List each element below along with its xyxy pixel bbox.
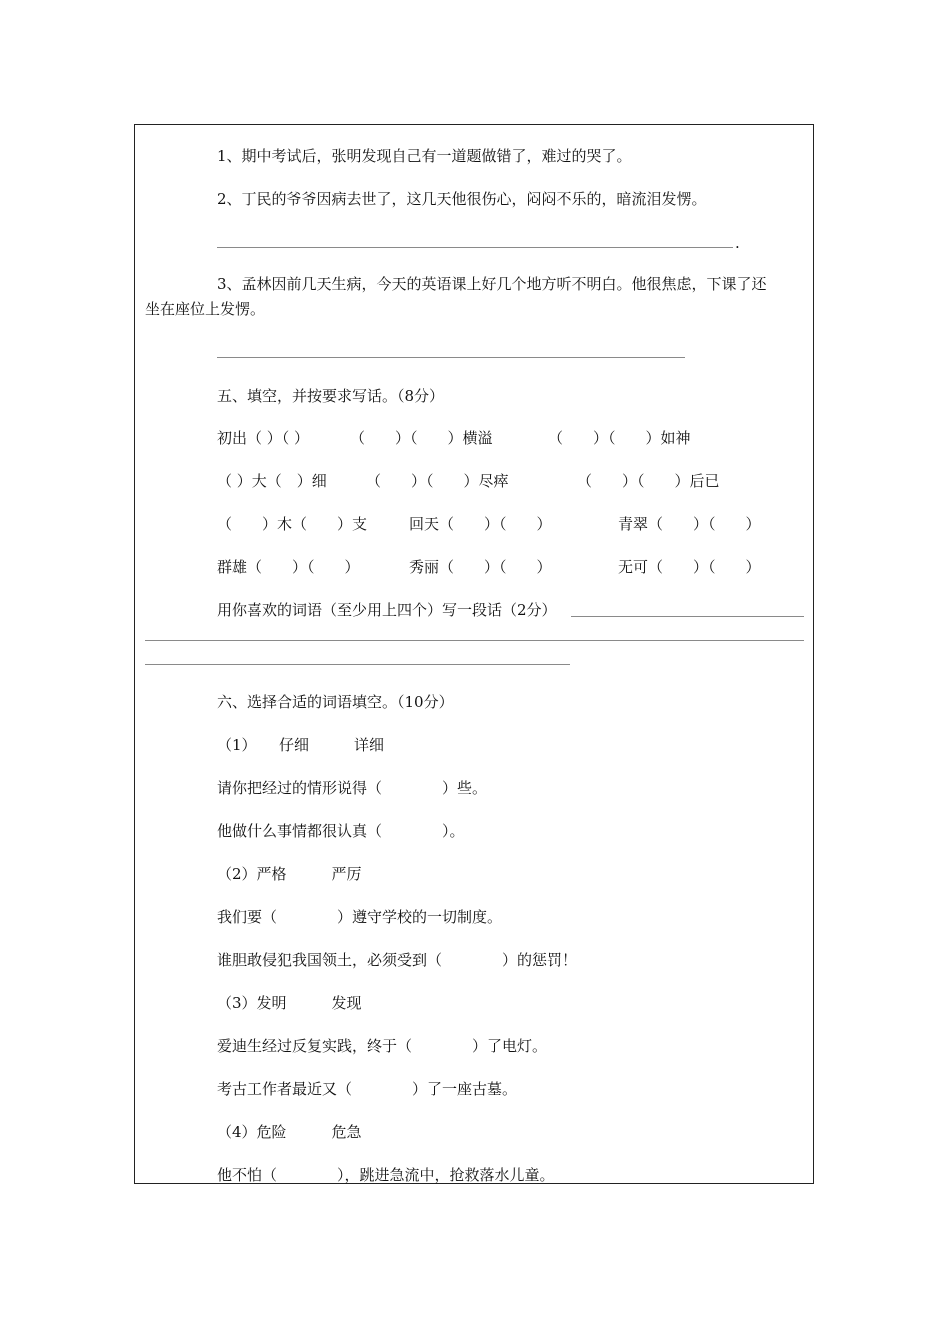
- word-choice-3: （3）发明 发现: [217, 994, 362, 1012]
- section-6-heading: 六、选择合适的词语填空。（10分）: [217, 693, 454, 711]
- answer-line-3[interactable]: [217, 357, 685, 358]
- writing-prompt: 用你喜欢的词语（至少用上四个）写一段话（2分）: [217, 601, 557, 619]
- fill-sentence[interactable]: 谁胆敢侵犯我国领土，必须受到（ ）的惩罚！: [217, 951, 578, 969]
- idiom-blank[interactable]: 初出（ ）（ ）: [217, 429, 310, 447]
- answer-line-2[interactable]: [217, 247, 733, 248]
- idiom-blank[interactable]: （ ）（ ）尽瘁: [366, 472, 509, 490]
- fill-sentence[interactable]: 他做什么事情都很认真（ ）。: [217, 822, 465, 840]
- writing-line-1[interactable]: [571, 616, 804, 617]
- fill-sentence[interactable]: 我们要（ ）遵守学校的一切制度。: [217, 908, 503, 926]
- idiom-blank[interactable]: 回天（ ）（ ）: [409, 515, 552, 533]
- writing-line-2[interactable]: [145, 640, 804, 641]
- idiom-blank[interactable]: 秀丽（ ）（ ）: [409, 558, 552, 576]
- fill-sentence[interactable]: 他不怕（ ），跳进急流中，抢救落水儿童。: [217, 1166, 555, 1184]
- fill-sentence[interactable]: 爱迪生经过反复实践，终于（ ）了电灯。: [217, 1037, 548, 1055]
- sentence-2-period: .: [735, 234, 740, 252]
- word-choice-1: （1） 仔细 详细: [217, 736, 385, 754]
- idiom-blank[interactable]: 青翠（ ）（ ）: [618, 515, 761, 533]
- word-choice-4: （4）危险 危急: [217, 1123, 362, 1141]
- idiom-blank[interactable]: 无可（ ）（ ）: [618, 558, 761, 576]
- sentence-3-line1: 3、孟林因前几天生病，今天的英语课上好几个地方听不明白。他很焦虑，下课了还: [217, 275, 767, 293]
- writing-line-3[interactable]: [145, 664, 570, 665]
- sentence-2: 2、丁民的爷爷因病去世了，这几天他很伤心，闷闷不乐的，暗流泪发愣。: [217, 190, 707, 208]
- idiom-blank[interactable]: （ ）大（ ）细: [217, 472, 327, 490]
- word-choice-2: （2）严格 严厉: [217, 865, 362, 883]
- idiom-blank[interactable]: （ ）木（ ）支: [217, 515, 368, 533]
- idiom-blank[interactable]: （ ）（ ）横溢: [350, 429, 493, 447]
- sentence-3-line2: 坐在座位上发愣。: [145, 300, 266, 318]
- sentence-1: 1、期中考试后，张明发现自己有一道题做错了，难过的哭了。: [217, 147, 632, 165]
- idiom-blank[interactable]: 群雄（ ）（ ）: [217, 558, 360, 576]
- fill-sentence[interactable]: 考古工作者最近又（ ）了一座古墓。: [217, 1080, 518, 1098]
- section-5-heading: 五、填空，并按要求写话。（8分）: [217, 387, 445, 405]
- fill-sentence[interactable]: 请你把经过的情形说得（ ）些。: [217, 779, 488, 797]
- idiom-blank[interactable]: （ ）（ ）后已: [577, 472, 720, 490]
- idiom-blank[interactable]: （ ）（ ）如神: [548, 429, 691, 447]
